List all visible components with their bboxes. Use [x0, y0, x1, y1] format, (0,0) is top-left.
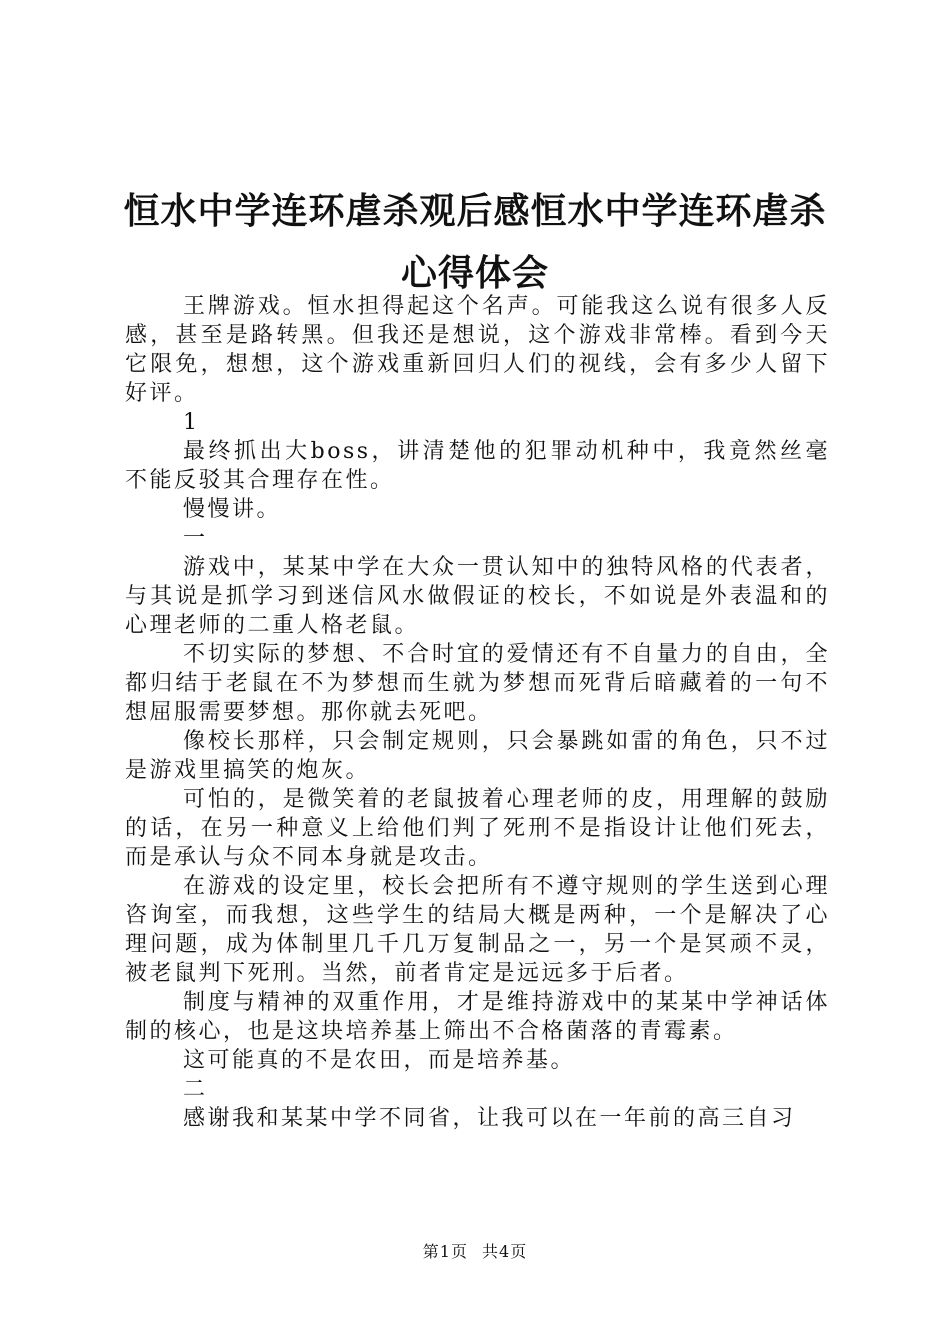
paragraph: 游戏中，某某中学在大众一贯认知中的独特风格的代表者，与其说是抓学习到迷信风水做假证的校长，不如说是外表温和的心理老师的二重人格老鼠。: [125, 555, 830, 638]
paragraph: 制度与精神的双重作用，才是维持游戏中的某某中学神话体制的核心，也是这块培养基上筛出不合格菌落的青霉素。: [125, 990, 830, 1044]
paragraph: 不切实际的梦想、不合时宜的爱情还有不自量力的自由，全都归结于老鼠在不为梦想而生就为梦想而死背后暗藏着的一句不想屈服需要梦想。那你就去死吧。: [125, 642, 830, 725]
page-footer: [0, 1242, 950, 1262]
page-total: 共4页: [482, 1242, 528, 1261]
document-title: 恒水中学连环虐杀观后感恒水中学连环虐杀心得体会: [123, 190, 827, 294]
section-heading: 一: [183, 526, 208, 551]
paragraph: 王牌游戏。恒水担得起这个名声。可能我这么说有很多人反感，甚至是路转黑。但我还是想说，这个游戏非常棒。看到今天它限免，想想，这个游戏重新回归人们的视线，会有多少人留下好评。: [125, 294, 830, 406]
paragraph: 1: [183, 410, 200, 435]
paragraph: 感谢我和某某中学不同省，让我可以在一年前的高三自习: [183, 1106, 796, 1131]
page-number: 第1页: [422, 1242, 468, 1261]
paragraph: 慢慢讲。: [183, 497, 282, 522]
paragraph: 像校长那样，只会制定规则，只会暴跳如雷的角色，只不过是游戏里搞笑的炮灰。: [125, 729, 830, 783]
paragraph: 最终抓出大boss，讲清楚他的犯罪动机种中，我竟然丝毫不能反驳其合理存在性。: [125, 439, 830, 493]
paragraph: 可怕的，是微笑着的老鼠披着心理老师的皮，用理解的鼓励的话，在另一种意义上给他们判了死刑不是指设计让他们死去，而是承认与众不同本身就是攻击。: [125, 787, 830, 870]
paragraph: 在游戏的设定里，校长会把所有不遵守规则的学生送到心理咨询室，而我想，这些学生的结局大概是两种，一个是解决了心理问题，成为体制里几千几万复制品之一，另一个是冥顽不灵，被老鼠判下死刑。当然，前者肯定是远远多于后者。: [125, 874, 830, 986]
document-body: [125, 292, 830, 1133]
paragraph: 这可能真的不是农田，而是培养基。: [183, 1048, 576, 1073]
section-heading: 二: [183, 1077, 208, 1102]
